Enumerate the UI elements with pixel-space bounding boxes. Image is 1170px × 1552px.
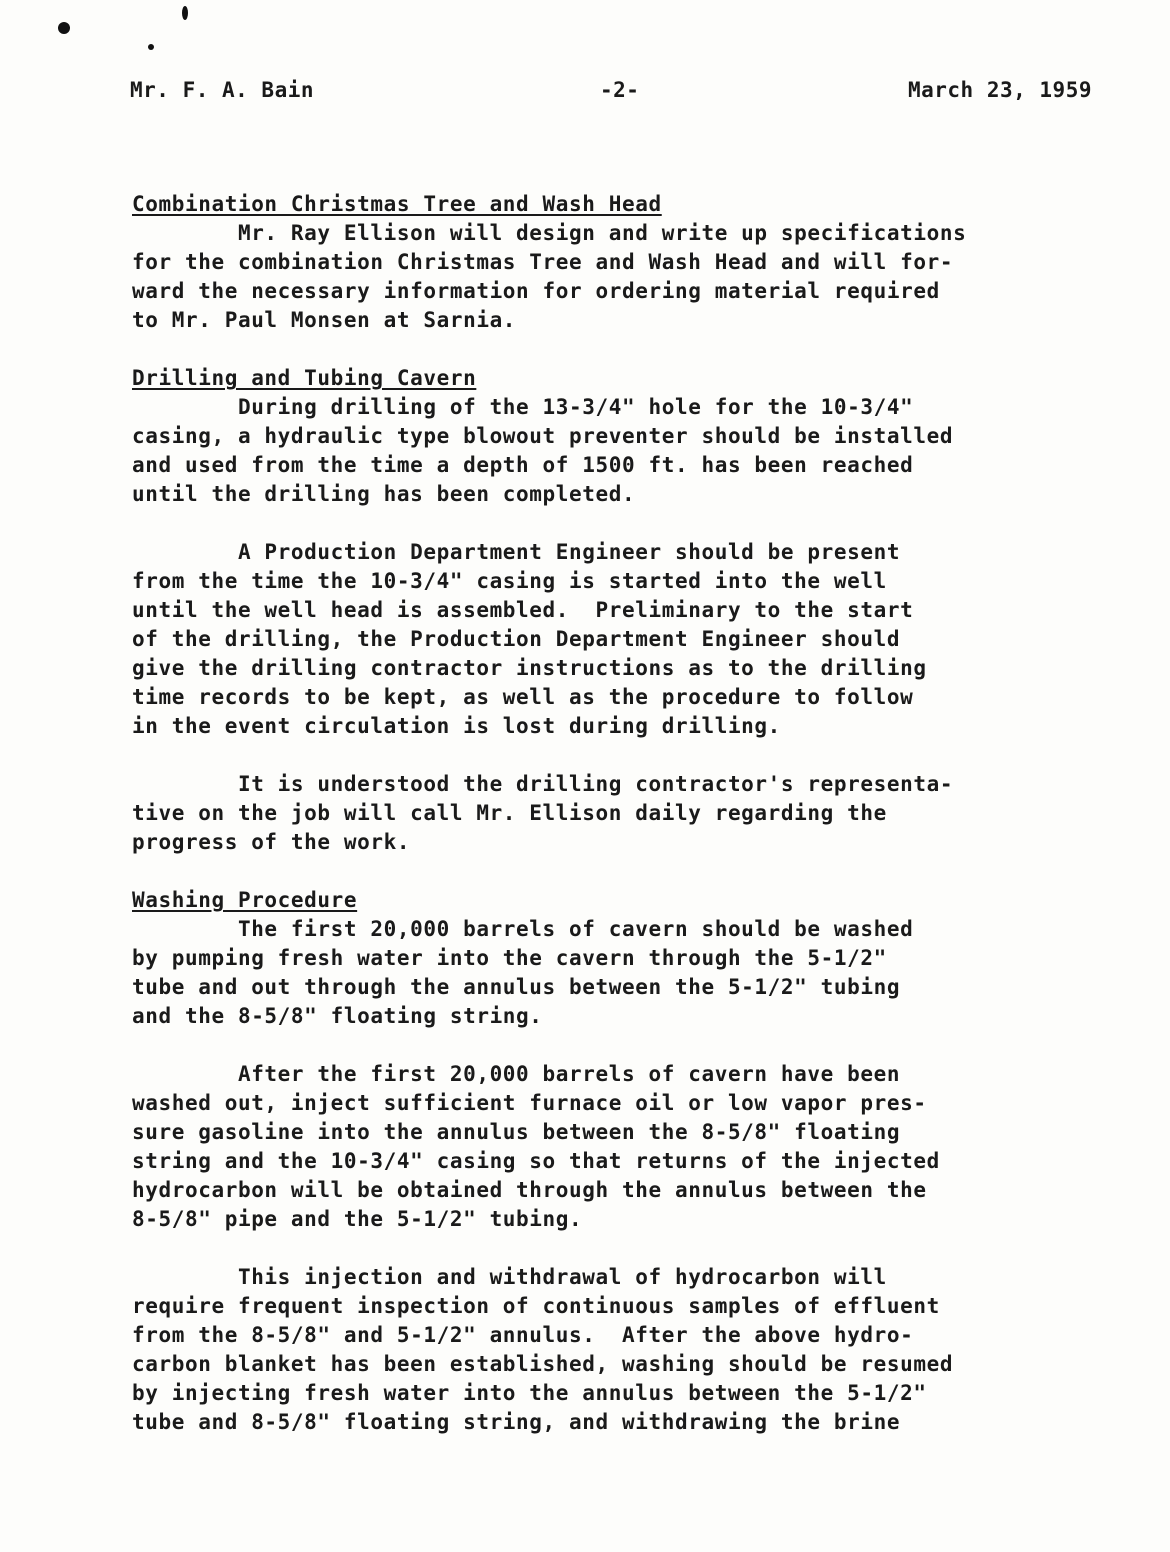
text-line: by pumping fresh water into the cavern through the 5-1/2" — [132, 946, 887, 970]
text-line: until the well head is assembled. Preliminary to the start — [132, 598, 914, 622]
text-line: During drilling of the 13-3/4" hole for the 10-3/4" — [132, 395, 914, 419]
text-line: to Mr. Paul Monsen at Sarnia. — [132, 308, 517, 332]
text-line: After the first 20,000 barrels of cavern have been — [132, 1062, 901, 1086]
text-line: sure gasoline into the annulus between the 8-5/8" floating — [132, 1120, 901, 1144]
text-line: hydrocarbon will be obtained through the annulus between the — [132, 1178, 927, 1202]
section-washing — [132, 886, 1082, 1437]
letter-header — [130, 78, 1092, 112]
text-line: from the time the 10-3/4" casing is started into the well — [132, 569, 887, 593]
text-line: tube and 8-5/8" floating string, and withdrawing the brine — [132, 1410, 901, 1434]
text-line: string and the 10-3/4" casing so that returns of the injected — [132, 1149, 940, 1173]
text-line: require frequent inspection of continuous samples of effluent — [132, 1294, 940, 1318]
text-line: of the drilling, the Production Department Engineer should — [132, 627, 901, 651]
section-christmas-tree — [132, 190, 1082, 335]
text-line: until the drilling has been completed. — [132, 482, 636, 506]
text-line: tive on the job will call Mr. Ellison daily regarding the — [132, 801, 887, 825]
text-line: give the drilling contractor instructions as to the drilling — [132, 656, 927, 680]
text-line: carbon blanket has been established, washing should be resumed — [132, 1352, 954, 1376]
scan-speck — [182, 6, 188, 20]
text-line: in the event circulation is lost during drilling. — [132, 714, 781, 738]
text-line: This injection and withdrawal of hydrocarbon will — [132, 1265, 887, 1289]
section-heading: Drilling and Tubing Cavern — [132, 366, 477, 390]
text-line: The first 20,000 barrels of cavern should be washed — [132, 917, 914, 941]
text-line: from the 8-5/8" and 5-1/2" annulus. After the above hydro- — [132, 1323, 914, 1347]
text-line: Mr. Ray Ellison will design and write up specifications — [132, 221, 967, 245]
text-line: ward the necessary information for ordering material required — [132, 279, 940, 303]
paragraph — [132, 393, 1082, 509]
scan-speck — [148, 44, 154, 50]
letter-date: March 23, 1959 — [907, 78, 1092, 102]
paragraph — [132, 770, 1082, 857]
paragraph — [132, 915, 1082, 1031]
addressee: Mr. F. A. Bain — [130, 78, 315, 102]
text-line: by injecting fresh water into the annulus between the 5-1/2" — [132, 1381, 927, 1405]
text-line: 8-5/8" pipe and the 5-1/2" tubing. — [132, 1207, 583, 1231]
paragraph — [132, 538, 1082, 741]
text-line: tube and out through the annulus between the 5-1/2" tubing — [132, 975, 901, 999]
page-number: -2- — [600, 78, 640, 102]
text-line: washed out, inject sufficient furnace oil or low vapor pres- — [132, 1091, 927, 1115]
text-line: casing, a hydraulic type blowout preventer should be installed — [132, 424, 954, 448]
paragraph — [132, 219, 1082, 335]
section-heading: Combination Christmas Tree and Wash Head — [132, 192, 662, 216]
text-line: for the combination Christmas Tree and Wash Head and will for- — [132, 250, 954, 274]
scan-speck — [58, 22, 70, 34]
text-line: A Production Department Engineer should be present — [132, 540, 901, 564]
text-line: time records to be kept, as well as the procedure to follow — [132, 685, 914, 709]
text-line: and used from the time a depth of 1500 ft. has been reached — [132, 453, 914, 477]
letter-body — [132, 190, 1082, 1437]
section-drilling — [132, 364, 1082, 857]
paragraph — [132, 1060, 1082, 1234]
section-heading: Washing Procedure — [132, 888, 358, 912]
text-line: progress of the work. — [132, 830, 411, 854]
text-line: and the 8-5/8" floating string. — [132, 1004, 543, 1028]
paragraph — [132, 1263, 1082, 1437]
text-line: It is understood the drilling contractor's representa- — [132, 772, 954, 796]
